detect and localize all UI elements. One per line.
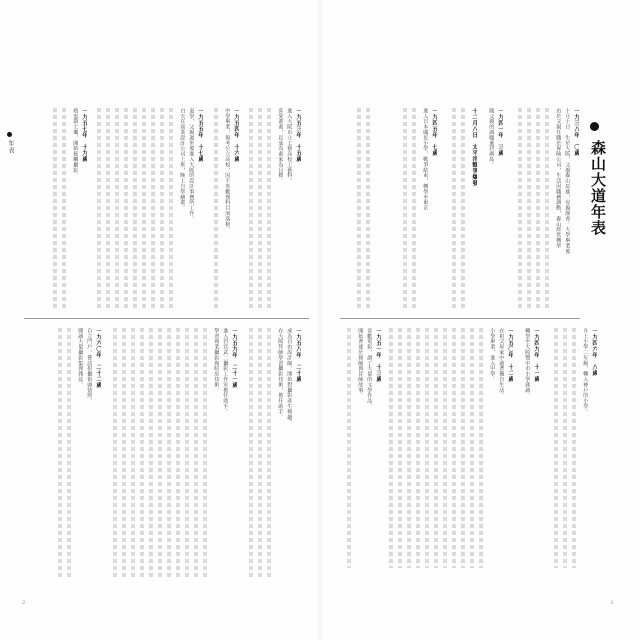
entry-heading: 一九四一年 三歲 xyxy=(497,108,504,156)
running-head-bullet-icon xyxy=(7,132,12,137)
entry-heading: 一九五七年 十九歲 xyxy=(81,108,88,162)
entry-text xyxy=(169,108,173,308)
entry-text xyxy=(267,328,271,578)
entry-text xyxy=(158,328,162,578)
entry-text xyxy=(412,108,416,308)
entry-text xyxy=(113,328,117,578)
entry-text xyxy=(347,328,351,568)
folio-left: 2 xyxy=(22,600,26,606)
entry-text: 進入大阪市立工藝高校工藝科。 xyxy=(286,108,293,184)
entry-text xyxy=(185,328,189,578)
entry-text: 喜歡電影，讀了大量的文學作品。 xyxy=(366,328,373,409)
entry-text xyxy=(115,108,119,308)
entry-text xyxy=(106,108,110,308)
entry-text xyxy=(249,108,253,308)
entry-heading: 一九五一年 十三歲 xyxy=(375,328,382,382)
entry-heading: 一九六〇年 二十二歲 xyxy=(95,328,102,388)
entry-heading: 一九五八年 二十歲 xyxy=(295,328,302,382)
entry-text xyxy=(151,108,155,308)
entry-text: 成為自由設計師，開始對攝影產生興趣。 xyxy=(286,328,293,426)
entry-text xyxy=(443,328,447,568)
entry-text: 在祖父母家中過著獨自生活。 xyxy=(498,328,505,399)
entry-heading: 一九五五年 十七歲 xyxy=(197,108,204,162)
entry-text: 小學畢業，進入中學。 xyxy=(489,328,496,382)
entry-text xyxy=(366,108,370,308)
entry-text: 升上小學二年級，轉入神戶的小學。 xyxy=(582,328,589,415)
entry-text xyxy=(62,108,66,308)
entry-heading: 一九四六年 八歲 xyxy=(591,328,598,376)
entry-heading: 一九五三年 十五歲 xyxy=(295,108,302,162)
entry-text xyxy=(58,328,62,578)
entry-text xyxy=(124,108,128,308)
entry-text xyxy=(258,328,262,578)
entry-text xyxy=(461,108,465,308)
entry-text xyxy=(267,108,271,308)
entry-text xyxy=(249,328,253,578)
entry-text xyxy=(536,108,540,308)
entry-text: 進入日本國民小學，戰爭結束，轉學至東京 xyxy=(422,108,429,211)
entry-text xyxy=(176,328,180,578)
entry-text: 開始著迷於探險與冒險故事。 xyxy=(357,328,364,399)
entry-text xyxy=(452,328,456,568)
entry-text xyxy=(140,328,144,578)
entry-text xyxy=(149,328,153,578)
entry-text: 閱讀大量攝影集與雜誌。 xyxy=(77,328,84,388)
entry-text xyxy=(131,328,135,578)
entry-text xyxy=(470,328,474,568)
entry-heading: 一九五〇年 十二歲 xyxy=(507,328,514,382)
entry-heading: 一九四五年 七歲 xyxy=(431,108,438,156)
entry-text xyxy=(545,108,549,308)
entry-text: 喜愛畫畫，以成為畫家為目標。 xyxy=(277,108,284,184)
entry-text: 十月十日 生於大阪，父親森山辰雄，母親靜香。大學畢業後 xyxy=(564,108,571,254)
entry-text xyxy=(53,108,57,308)
folio-right: 3 xyxy=(610,600,614,606)
entry-heading: 一九三八年 〇歲 xyxy=(573,108,580,156)
title-bullet-icon xyxy=(590,122,599,131)
running-head: 年表 xyxy=(7,140,14,154)
entry-text: 熱衷爵士樂，開始接觸攝影。 xyxy=(72,108,79,179)
entry-text xyxy=(403,108,407,308)
entry-text xyxy=(160,108,164,308)
entry-heading: 十二月八日 太平洋戰爭爆發 xyxy=(471,108,478,186)
entry-text: 中學畢業，報考公立高校，因不喜數理科目而落榜。 xyxy=(224,108,231,233)
page-title: 森山大道年表 xyxy=(589,140,607,236)
entry-text xyxy=(527,108,531,308)
entry-text xyxy=(398,328,402,568)
right-divider xyxy=(340,318,580,319)
entry-text xyxy=(122,328,126,578)
entry-text: 自立門戶，嘗試拍攝街頭快照。 xyxy=(86,328,93,404)
entry-text xyxy=(214,108,218,308)
entry-text xyxy=(479,328,483,568)
entry-text xyxy=(572,328,576,568)
entry-text xyxy=(407,328,411,568)
entry-text xyxy=(554,328,558,568)
entry-text xyxy=(142,108,146,308)
entry-text: 在大阪拜師學習攝影技術，擔任助手。 xyxy=(277,328,284,420)
gutter xyxy=(318,0,322,640)
entry-text xyxy=(425,328,429,568)
entry-text: 白天在商業設計公司上班，晚上自學繪畫。 xyxy=(179,108,186,211)
entry-text xyxy=(389,328,393,568)
entry-text xyxy=(258,108,262,308)
entry-text xyxy=(97,108,101,308)
entry-text xyxy=(203,328,207,578)
entry-heading: 一九五九年 二十一歲 xyxy=(231,328,238,388)
entry-text xyxy=(518,108,522,308)
entry-text xyxy=(357,108,361,308)
entry-text xyxy=(194,328,198,578)
entry-text xyxy=(133,108,137,308)
entry-text xyxy=(416,328,420,568)
entry-text: 學習商業攝影與暗房技術。 xyxy=(213,328,220,393)
entry-text xyxy=(461,328,465,568)
entry-text xyxy=(434,328,438,568)
entry-text xyxy=(452,108,456,308)
entry-text: 隨父親的調職遷居廣島。 xyxy=(488,108,495,168)
entry-text: 轉學至大阪豐中市小學就讀。 xyxy=(524,328,531,399)
entry-text xyxy=(563,328,567,568)
entry-text xyxy=(67,328,71,578)
entry-text: 由於父親任職於保險公司，生活因職務調動，森山經常轉學 xyxy=(555,108,562,249)
entry-heading: 一九五四年 十六歲 xyxy=(233,108,240,162)
left-divider xyxy=(24,318,309,319)
entry-text xyxy=(167,328,171,578)
entry-text: 退學，父親過世後進入大阪的設計事務所工作。 xyxy=(188,108,195,222)
entry-heading: 一九四九年 十一歲 xyxy=(533,328,540,382)
entry-text: 進入岩宮武二攝影工作室擔任助手。 xyxy=(222,328,229,415)
